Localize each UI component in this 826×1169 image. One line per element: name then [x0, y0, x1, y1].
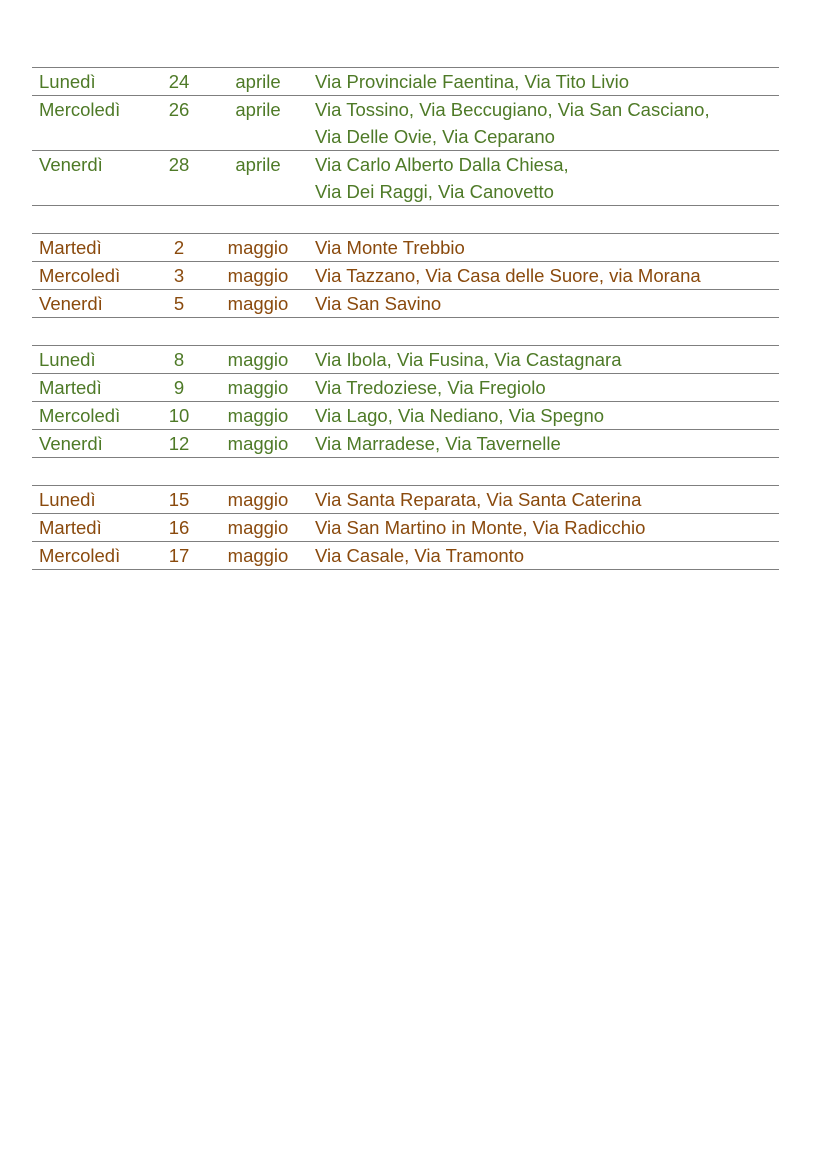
date-number-cell: 2: [173, 237, 185, 258]
date-number-cell: 12: [168, 433, 190, 454]
day-cell: Venerdì: [39, 154, 103, 175]
table-row: [32, 542, 779, 570]
group-spacer: [32, 318, 779, 346]
day-cell: Mercoledì: [39, 265, 121, 286]
day-cell: Venerdì: [39, 433, 103, 454]
date-number-cell: 5: [173, 293, 185, 314]
streets-cell: Via Casale, Via Tramonto: [315, 545, 525, 566]
streets-cell: Via Monte Trebbio: [315, 237, 465, 258]
streets-cell: Via Tossino, Via Beccugiano, Via San Casciano, Via Delle Ovie, Via Ceparano: [315, 99, 710, 147]
table-row: [32, 374, 779, 402]
table-row: [32, 346, 779, 374]
date-number-cell: 9: [173, 377, 185, 398]
day-cell: Venerdì: [39, 293, 103, 314]
month-cell: maggio: [227, 377, 289, 398]
date-number-cell: 24: [168, 71, 190, 92]
group-spacer: [32, 206, 779, 234]
date-number-cell: 17: [168, 545, 190, 566]
day-cell: Mercoledì: [39, 545, 121, 566]
month-cell: maggio: [227, 293, 289, 314]
streets-cell: Via Tazzano, Via Casa delle Suore, via Morana: [315, 265, 701, 286]
streets-cell: Via Marradese, Via Tavernelle: [315, 433, 561, 454]
month-cell: maggio: [227, 517, 289, 538]
table-row: [32, 514, 779, 542]
day-cell: Lunedì: [39, 71, 96, 92]
date-number-cell: 15: [168, 489, 190, 510]
date-number-cell: 26: [168, 99, 190, 120]
month-cell: maggio: [227, 349, 289, 370]
table-row: [32, 430, 779, 458]
streets-cell: Via Carlo Alberto Dalla Chiesa, Via Dei Raggi, Via Canovetto: [315, 154, 569, 202]
month-cell: aprile: [235, 71, 281, 92]
date-number-cell: 28: [168, 154, 190, 175]
group-spacer: [32, 458, 779, 486]
month-cell: maggio: [227, 545, 289, 566]
date-number-cell: 10: [168, 405, 190, 426]
day-cell: Lunedì: [39, 489, 96, 510]
streets-cell: Via Provinciale Faentina, Via Tito Livio: [315, 71, 629, 92]
schedule-table: [32, 67, 779, 570]
streets-cell: Via Santa Reparata, Via Santa Caterina: [315, 489, 642, 510]
month-cell: maggio: [227, 405, 289, 426]
month-cell: aprile: [235, 99, 281, 120]
month-cell: aprile: [235, 154, 281, 175]
month-cell: maggio: [227, 489, 289, 510]
date-number-cell: 8: [173, 349, 185, 370]
streets-cell: Via Tredoziese, Via Fregiolo: [315, 377, 546, 398]
table-row: [32, 486, 779, 514]
table-row: [32, 290, 779, 318]
table-row: [32, 402, 779, 430]
table-row: [32, 96, 779, 151]
table-row: [32, 151, 779, 206]
table-row: [32, 234, 779, 262]
streets-cell: Via San Savino: [315, 293, 442, 314]
day-cell: Mercoledì: [39, 99, 121, 120]
month-cell: maggio: [227, 433, 289, 454]
day-cell: Mercoledì: [39, 405, 121, 426]
streets-cell: Via San Martino in Monte, Via Radicchio: [315, 517, 646, 538]
month-cell: maggio: [227, 265, 289, 286]
streets-cell: Via Ibola, Via Fusina, Via Castagnara: [315, 349, 622, 370]
day-cell: Martedì: [39, 517, 102, 538]
day-cell: Lunedì: [39, 349, 96, 370]
month-cell: maggio: [227, 237, 289, 258]
day-cell: Martedì: [39, 377, 102, 398]
day-cell: Martedì: [39, 237, 102, 258]
table-row: [32, 262, 779, 290]
date-number-cell: 3: [173, 265, 185, 286]
date-number-cell: 16: [168, 517, 190, 538]
streets-cell: Via Lago, Via Nediano, Via Spegno: [315, 405, 605, 426]
table-row: [32, 68, 779, 96]
